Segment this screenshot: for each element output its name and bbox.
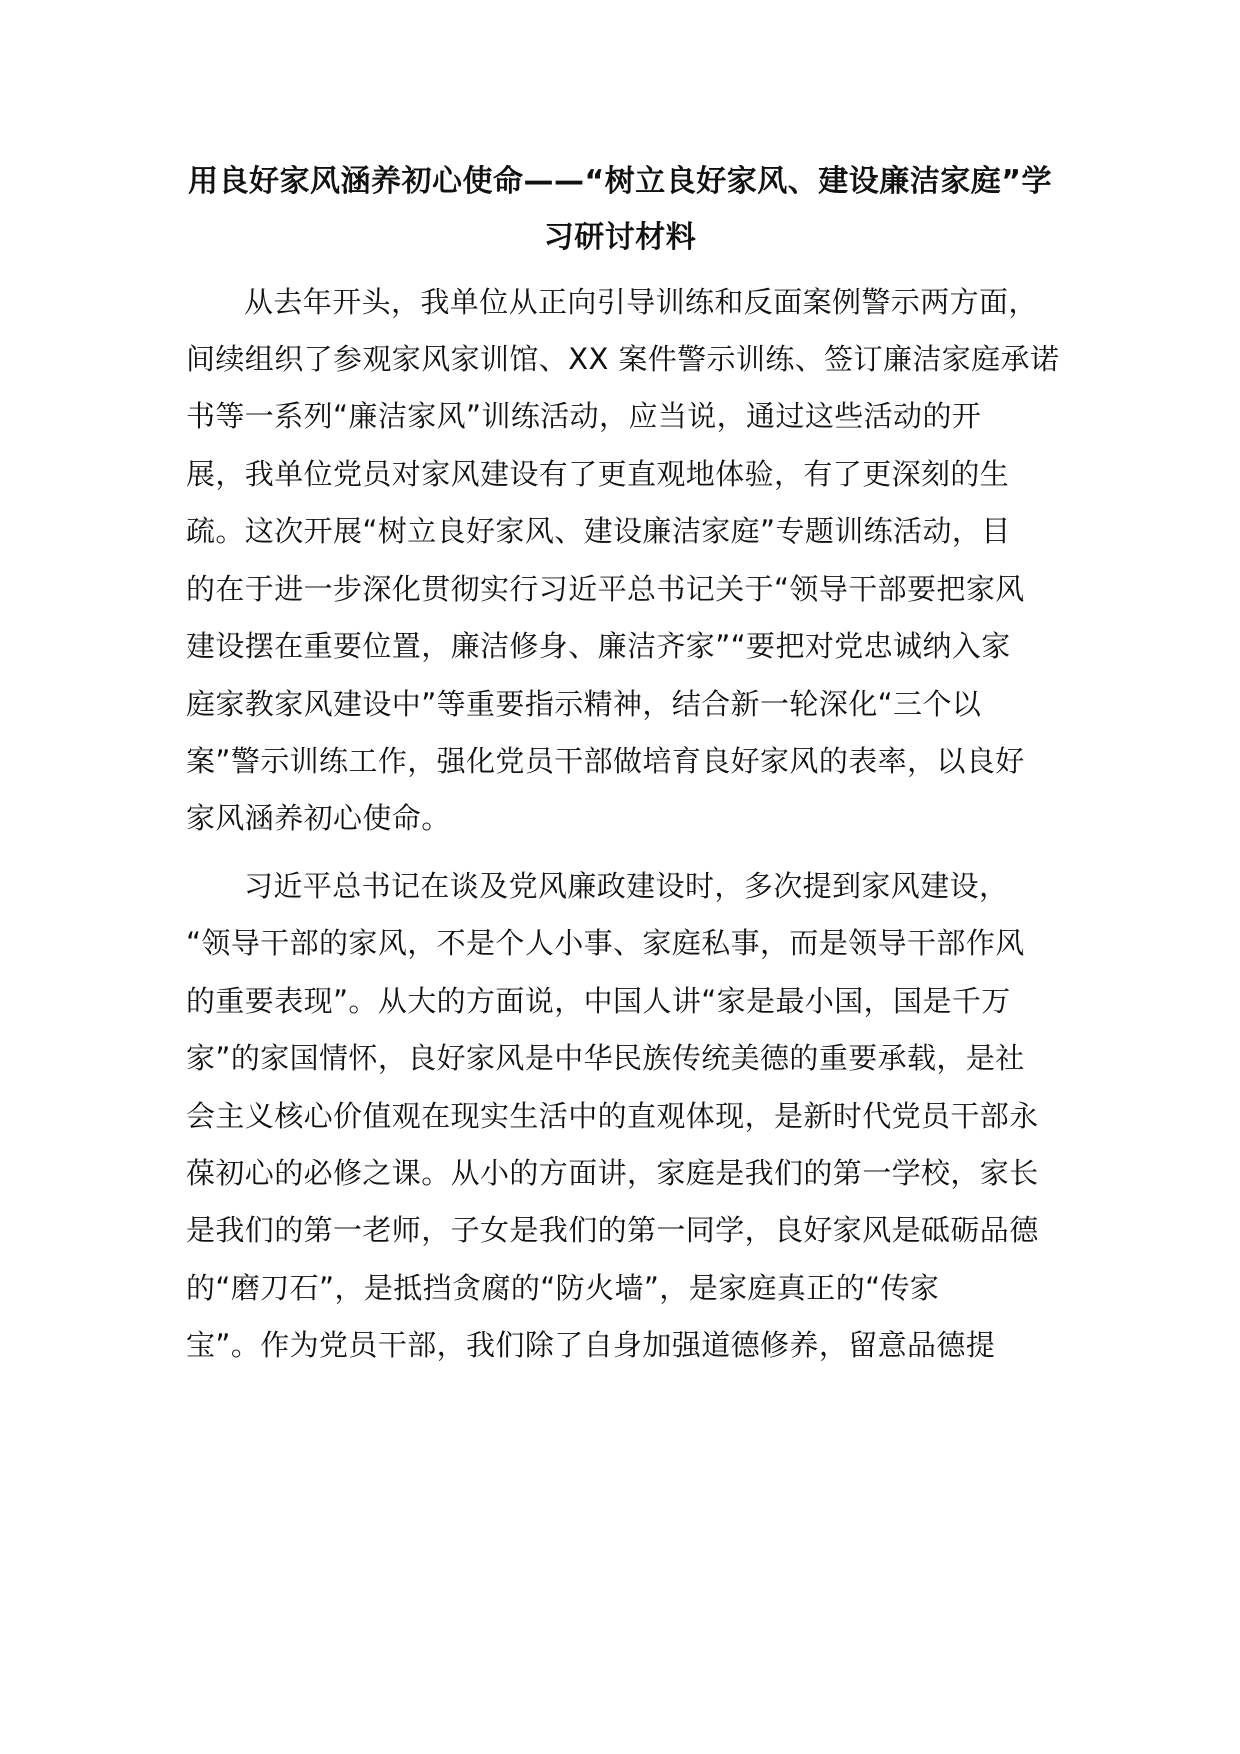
paragraph-line: 展，我单位党员对家风建设有了更直观地体验，有了更深刻的生	[186, 457, 1010, 491]
paragraph-line: 案”警示训练工作，强化党员干部做培育良好家风的表率，以良好	[186, 744, 1025, 778]
paragraph-line: 是我们的第一老师，子女是我们的第一同学，良好家风是砥砺品德	[186, 1213, 1039, 1247]
paragraph-line: “领导干部的家风，不是个人小事、家庭私事，而是领导干部作风	[186, 926, 1025, 960]
title-line-1: 用良好家风涵养初心使命——“树立良好家风、建设廉洁家庭”学	[188, 164, 1052, 199]
paragraph-line: 的在于进一步深化贯彻实行习近平总书记关于“领导干部要把家风	[186, 572, 1025, 606]
paragraph-line: 疏。这次开展“树立良好家风、建设廉洁家庭”专题训练活动，目	[186, 514, 1011, 548]
paragraph-line: 葆初心的必修之课。从小的方面讲，家庭是我们的第一学校，家长	[186, 1156, 1039, 1190]
paragraph-line: 会主义核心价值观在现实生活中的直观体现，是新时代党员干部永	[186, 1099, 1039, 1133]
paragraph-line: 庭家教家风建设中”等重要指示精神，结合新一轮深化“三个以	[186, 687, 982, 721]
paragraph-line: 的重要表现”。从大的方面说，中国人讲“家是最小国，国是千万	[186, 984, 1011, 1018]
paragraph-line: 家”的家国情怀，良好家风是中华民族传统美德的重要承载，是社	[186, 1041, 1025, 1075]
paragraph-line: 建设摆在重要位置，廉洁修身、廉洁齐家”“要把对党忠诚纳入家	[186, 629, 1011, 663]
paragraph-line: 家风涵养初心使命。	[186, 801, 451, 835]
paragraph-line: 书等一系列“廉洁家风”训练活动，应当说，通过这些活动的开	[186, 399, 982, 433]
paragraph-line: 从去年开头，我单位从正向引导训练和反面案例警示两方面，	[244, 285, 1038, 319]
paragraph-line: 间续组织了参观家风家训馆、XX 案件警示训练、签订廉洁家庭承诺	[186, 342, 1060, 376]
paragraph-line: 的“磨刀石”，是抵挡贪腐的“防火墙”，是家庭真正的“传家	[186, 1271, 940, 1305]
paragraph-line: 习近平总书记在谈及党风廉政建设时，多次提到家风建设，	[244, 869, 1009, 903]
title-line-2: 习研讨材料	[543, 220, 697, 255]
paragraph-line: 宝”。作为党员干部，我们除了自身加强道德修养，留意品德提	[186, 1328, 996, 1362]
